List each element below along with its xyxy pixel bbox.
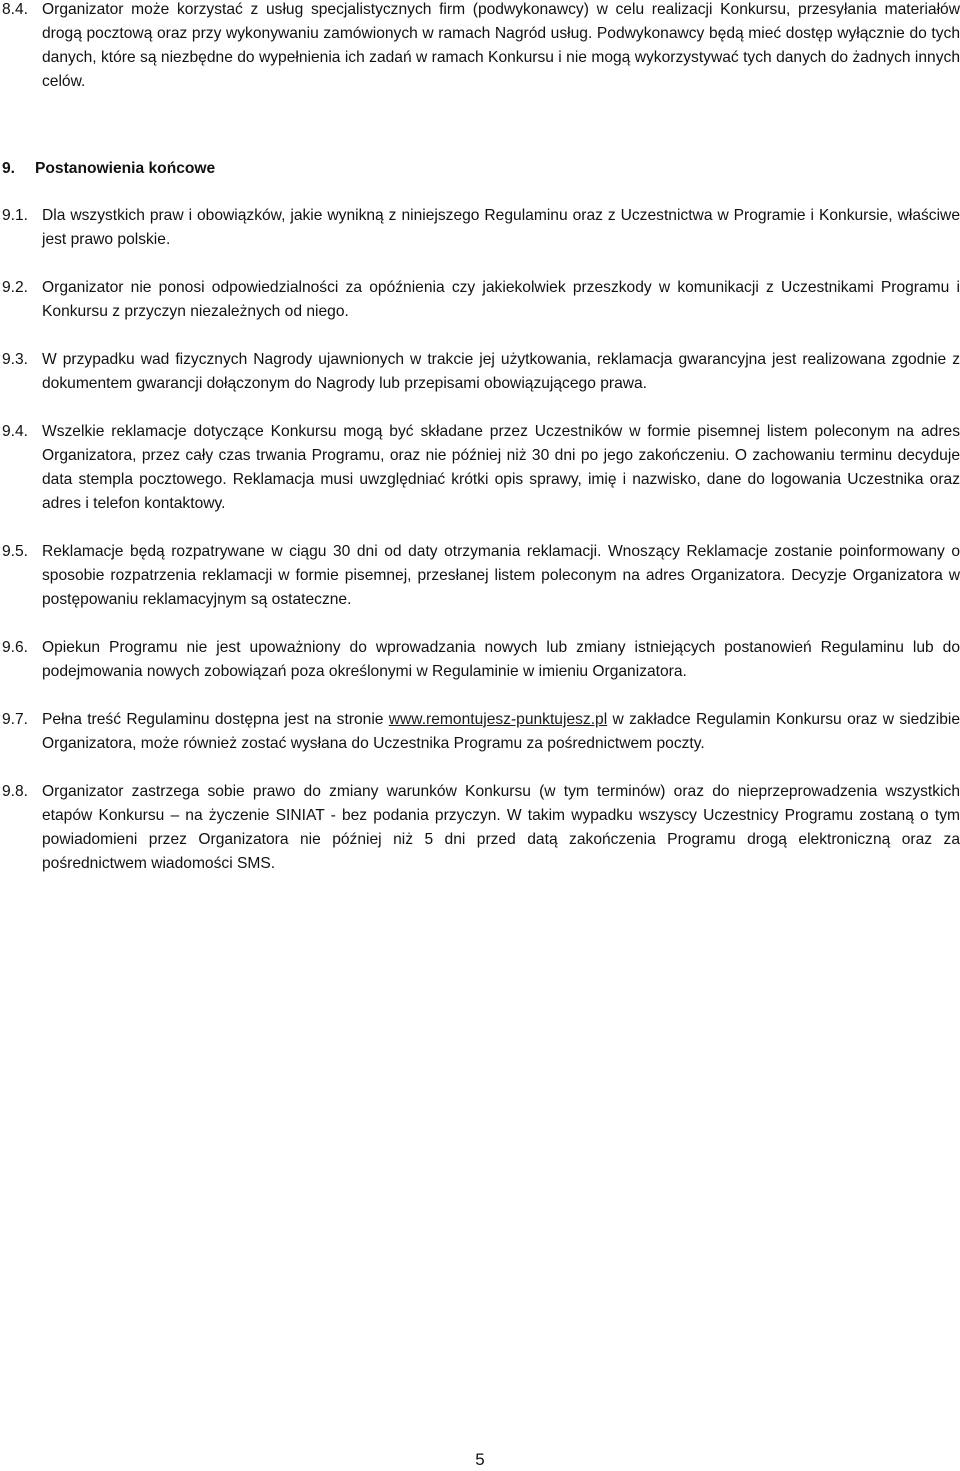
paragraph-number: 9.3. bbox=[2, 351, 29, 368]
paragraph-text: Organizator może korzystać z usług specjalistycznych firm (podwykonawcy) w celu realizacji Konkursu, przesyłania materiałów drogą pocztową oraz przy wykonywaniu zamówionych w ramach Nagród usług. Podwykonawcy będą mieć dostęp wyłącznie do tych danych, które są niezbędne do wypełnienia ich zadań w ramach Konkursu i nie mogą wykorzystywać tych danych do żadnych innych celów. bbox=[42, 1, 960, 90]
section-number: 9. bbox=[2, 160, 16, 177]
paragraph-number: 9.4. bbox=[2, 423, 29, 440]
paragraph-number: 9.1. bbox=[2, 207, 29, 224]
paragraph-9-7 bbox=[0, 708, 960, 756]
section-title: Postanowienia końcowe bbox=[35, 160, 216, 177]
paragraph-9-8 bbox=[0, 780, 960, 876]
text-after-link: w zakładce Regulamin Konkursu oraz w siedzibie Organizatora, może również zostać wysłana do Uczestnika Programu za pośrednictwem poczty. bbox=[42, 711, 960, 752]
paragraph-text: Organizator zastrzega sobie prawo do zmiany warunków Konkursu (w tym terminów) oraz do nieprzeprowadzenia wszystkich etapów Konkursu – na życzenie SINIAT - bez podania przyczyn. W takim wypadku wszyscy Uczestnicy Programu zostaną o tym powiadomieni przez Organizatora nie później niż 5 dni przed datą zakończenia Programu drogą elektroniczną oraz za pośrednictwem wiadomości SMS. bbox=[42, 783, 960, 872]
paragraph-9-1 bbox=[0, 204, 960, 252]
paragraph-number: 9.5. bbox=[2, 543, 29, 560]
paragraph-number: 9.6. bbox=[2, 639, 29, 656]
paragraph-text: Opiekun Programu nie jest upoważniony do wprowadzania nowych lub zmiany istniejących postanowień Regulaminu lub do podejmowania nowych zobowiązań poza określonymi w Regulaminie w imieniu Organizatora. bbox=[42, 639, 960, 680]
paragraph-text: Dla wszystkich praw i obowiązków, jakie wynikną z niniejszego Regulaminu oraz z Uczestnictwa w Programie i Konkursie, właściwe jest prawo polskie. bbox=[42, 207, 960, 248]
paragraph-9-2 bbox=[0, 276, 960, 324]
paragraph-9-5 bbox=[0, 540, 960, 612]
section-heading bbox=[0, 157, 960, 181]
paragraph-number: 9.8. bbox=[2, 783, 29, 800]
paragraph-9-4 bbox=[0, 420, 960, 516]
page-number: 5 bbox=[475, 1450, 485, 1469]
text-before-link: Pełna treść Regulaminu dostępna jest na stronie bbox=[42, 711, 389, 728]
paragraph-9-6 bbox=[0, 636, 960, 684]
paragraph-text bbox=[42, 708, 960, 756]
website-link[interactable]: www.remontujesz-punktujesz.pl bbox=[388, 711, 608, 728]
paragraph-9-3 bbox=[0, 348, 960, 396]
paragraph-number: 9.2. bbox=[2, 279, 29, 296]
paragraph-text: Reklamacje będą rozpatrywane w ciągu 30 dni od daty otrzymania reklamacji. Wnoszący Reklamacje zostanie poinformowany o sposobie rozpatrzenia reklamacji w formie pisemnej, przesłanej listem poleconym na adres Organizatora. Decyzje Organizatora w postępowaniu reklamacyjnym są ostateczne. bbox=[42, 543, 960, 608]
paragraph-number: 9.7. bbox=[2, 711, 29, 728]
paragraph-number: 8.4. bbox=[2, 1, 29, 18]
paragraph-text: Wszelkie reklamacje dotyczące Konkursu mogą być składane przez Uczestników w formie pisemnej listem poleconym na adres Organizatora, przez cały czas trwania Programu, oraz nie później niż 30 dni po jego zakończeniu. O zachowaniu terminu decyduje data stempla pocztowego. Reklamacja musi uwzględniać krótki opis sprawy, imię i nazwisko, dane do logowania Uczestnika oraz adres i telefon kontaktowy. bbox=[42, 423, 960, 512]
paragraph-8-4 bbox=[0, 0, 960, 94]
paragraph-text: Organizator nie ponosi odpowiedzialności za opóźnienia czy jakiekolwiek przeszkody w komunikacji z Uczestnikami Programu i Konkursu z przyczyn niezależnych od niego. bbox=[42, 279, 960, 320]
paragraph-text: W przypadku wad fizycznych Nagrody ujawnionych w trakcie jej użytkowania, reklamacja gwarancyjna jest realizowana zgodnie z dokumentem gwarancji dołączonym do Nagrody lub przepisami obowiązującego prawa. bbox=[42, 351, 960, 392]
